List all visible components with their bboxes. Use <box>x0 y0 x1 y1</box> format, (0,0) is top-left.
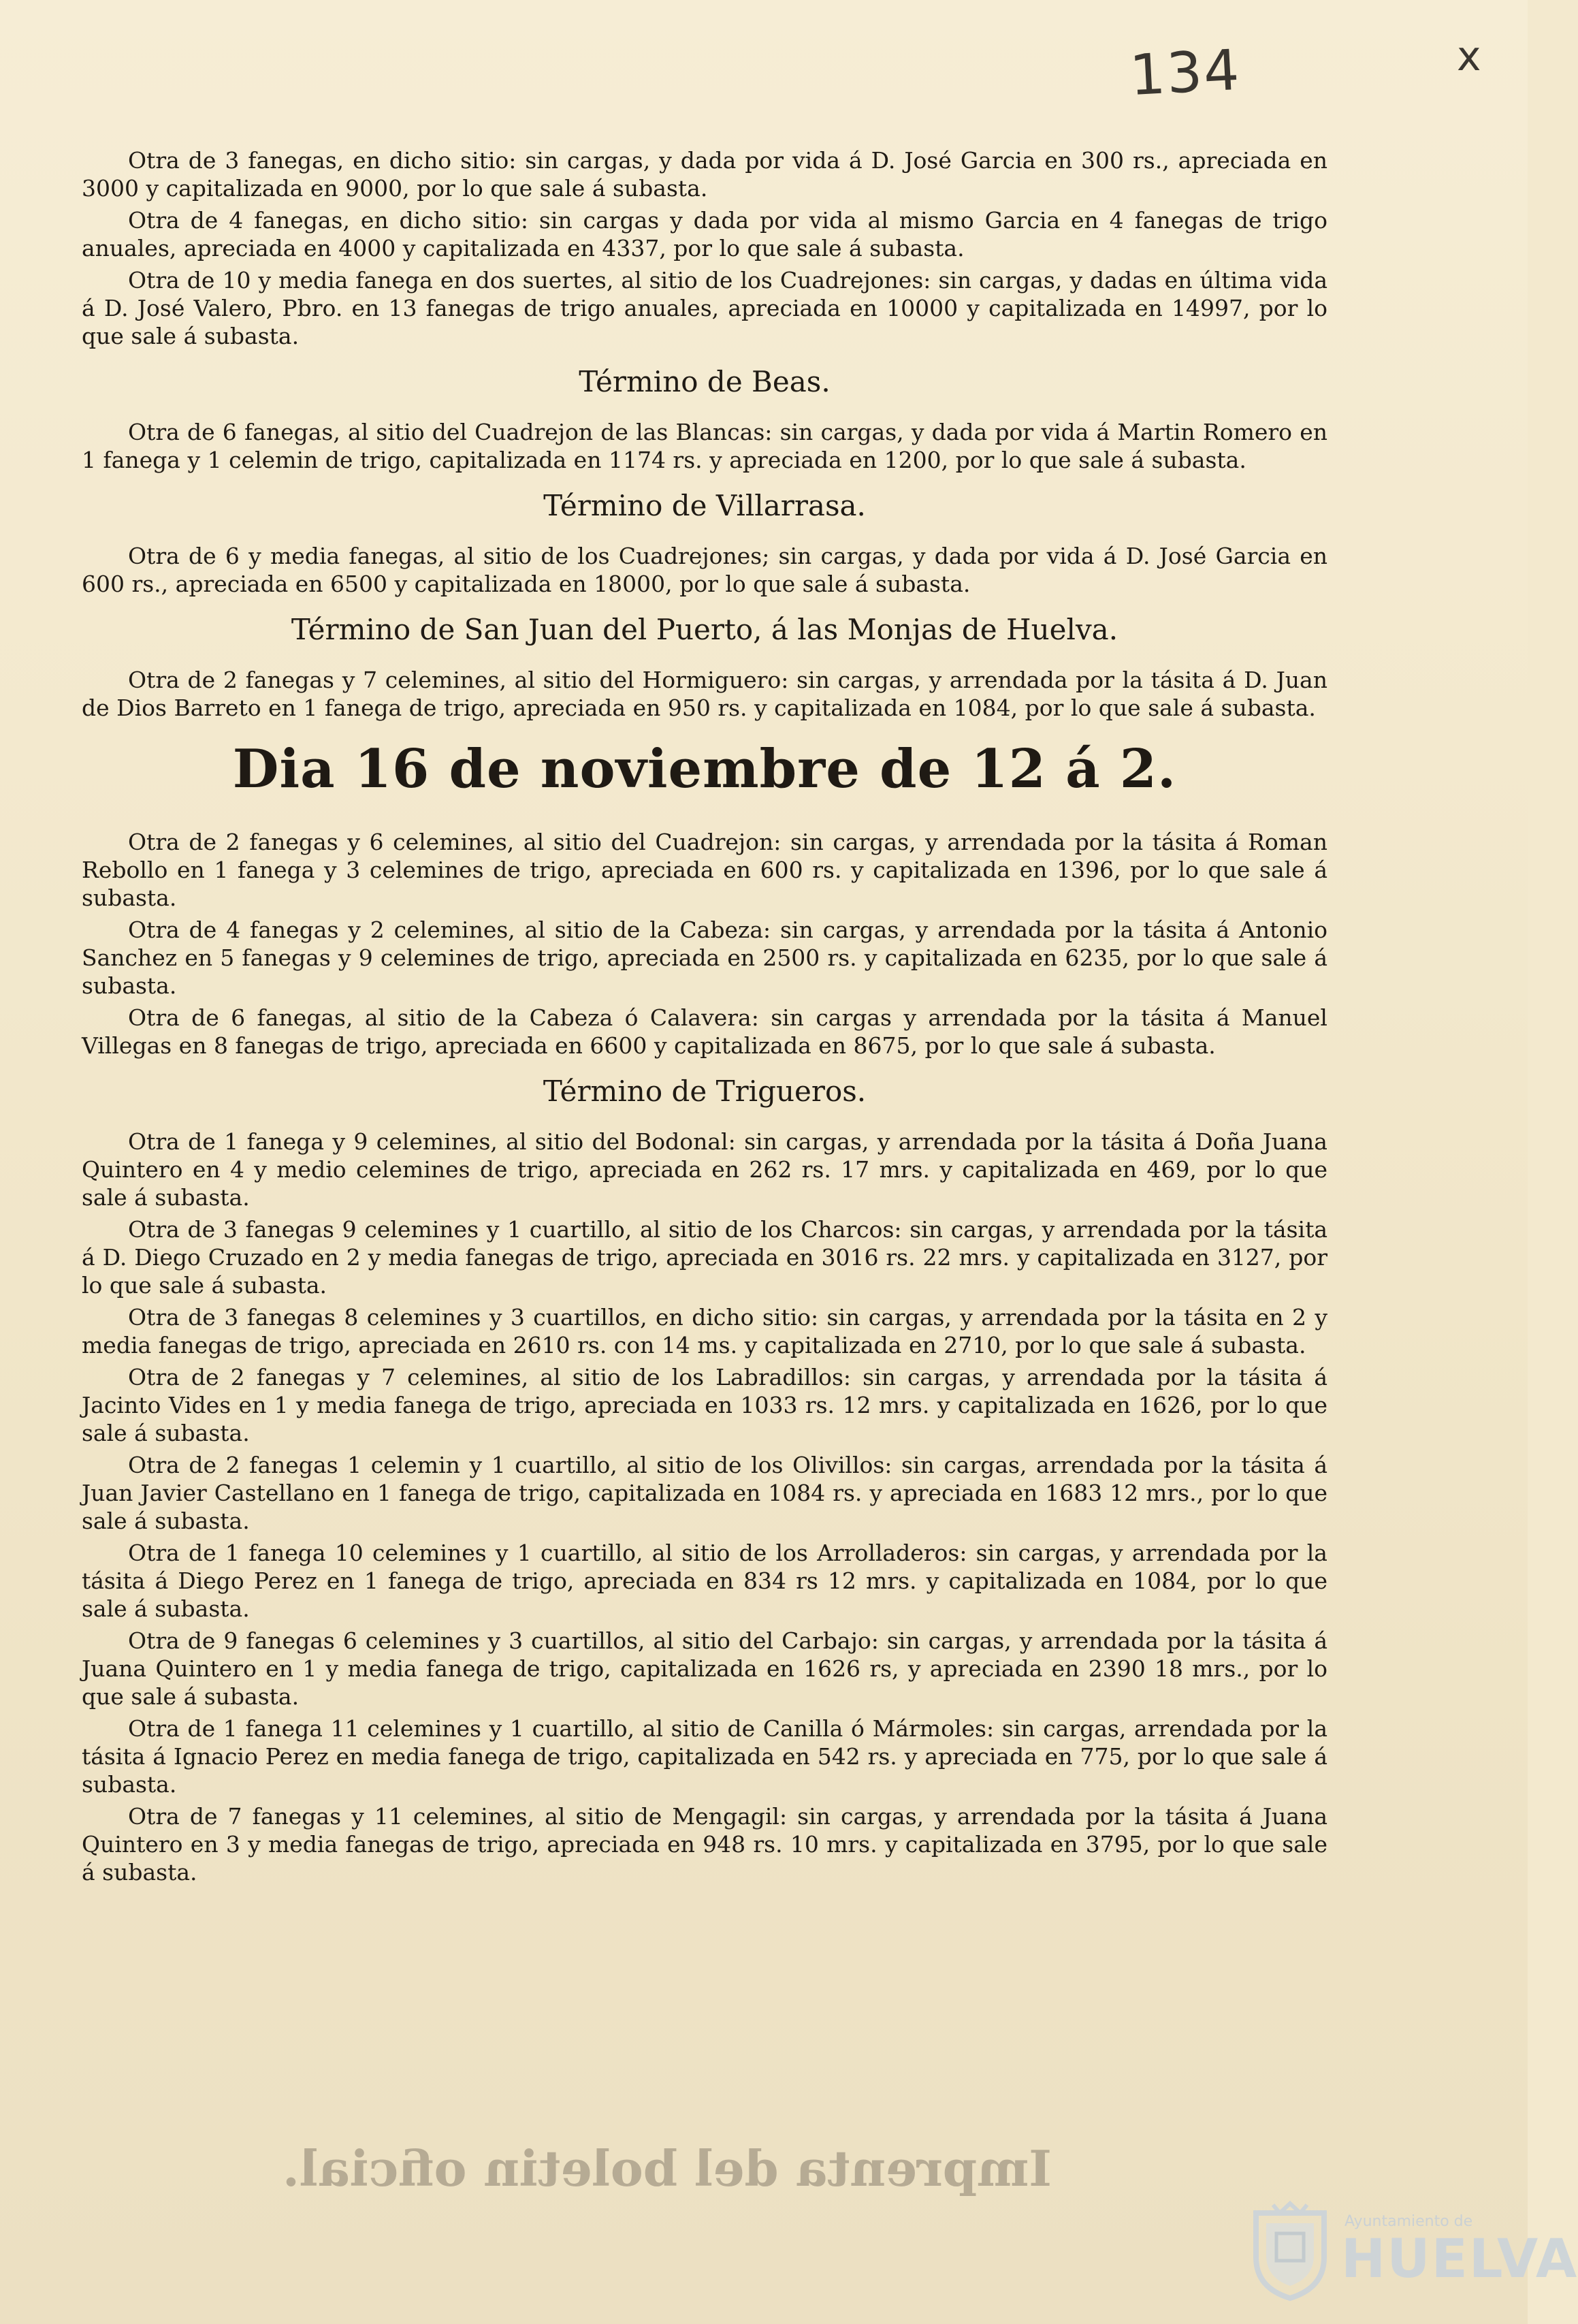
imprint-bleedthrough: Imprenta del boletin oficial. <box>282 2139 1052 2197</box>
paragraph-trigueros-2: Otra de 3 fanegas 9 celemines y 1 cuartillo, al sitio de los Charcos: sin cargas, y arrendada por la tásita á D. Diego Cruzado en 2 y media fanegas de trigo, apreciada en 3016 rs. 22 mrs. y capitalizada en 3127, por lo que sale á subasta. <box>82 1216 1327 1299</box>
paragraph-trigueros-8: Otra de 1 fanega 11 celemines y 1 cuartillo, al sitio de Canilla ó Mármoles: sin cargas, arrendada por la tásita á Ignacio Perez en media fanega de trigo, capitalizada en 542 rs. y apreciada en 775, por lo que sale á subasta. <box>82 1715 1327 1798</box>
paragraph-1: Otra de 3 fanegas, en dicho sitio: sin cargas, y dada por vida á D. José Garcia en 300 rs., apreciada en 3000 y capitalizada en 9000, por lo que sale á subasta. <box>82 147 1327 202</box>
paragraph-beas: Otra de 6 fanegas, al sitio del Cuadrejon de las Blancas: sin cargas, y dada por vida á Martin Romero en 1 fanega y 1 celemin de trigo, capitalizada en 1174 rs. y apreciada en 1200, por lo que sale á subasta. <box>82 419 1327 473</box>
corner-mark: x <box>1457 33 1481 80</box>
section-heading-beas: Término de Beas. <box>579 365 831 398</box>
paragraph-trigueros-3: Otra de 3 fanegas 8 celemines y 3 cuartillos, en dicho sitio: sin cargas, y arrendada por la tásita en 2 y media fanegas de trigo, apreciada en 2610 rs. con 14 ms. y capitalizada en 2710, por lo que sale á subasta. <box>82 1304 1327 1358</box>
paragraph-3: Otra de 10 y media fanega en dos suertes, al sitio de los Cuadrejones: sin cargas, y dadas en última vida á D. José Valero, Pbro. en 13 fanegas de trigo anuales, apreciada en 10000 y capitalizada en 14997, por lo que sale á subasta. <box>82 267 1327 349</box>
paragraph-trigueros-1: Otra de 1 fanega y 9 celemines, al sitio del Bodonal: sin cargas, y arrendada por la tásita á Doña Juana Quintero en 4 y medio celemines de trigo, apreciada en 262 rs. 17 mrs. y capitalizada en 469, por lo que sale á subasta. <box>82 1128 1327 1211</box>
paragraph-san-juan: Otra de 2 fanegas y 7 celemines, al sitio del Hormiguero: sin cargas, y arrendada por la tásita á D. Juan de Dios Barreto en 1 fanega de trigo, apreciada en 950 rs. y capitalizada en 1084, por lo que sale á subasta. <box>82 667 1327 721</box>
watermark-city: HUELVA <box>1341 2229 1578 2290</box>
paragraph-day-2: Otra de 4 fanegas y 2 celemines, al sitio de la Cabeza: sin cargas, y arrendada por la tásita á Antonio Sanchez en 5 fanegas y 9 celemines de trigo, apreciada en 2500 rs. y capitalizada en 6235, por lo que sale á subasta. <box>82 917 1327 999</box>
paragraph-villarrasa: Otra de 6 y media fanegas, al sitio de los Cuadrejones; sin cargas, y dada por vida á D. José Garcia en 600 rs., apreciada en 6500 y capitalizada en 18000, por lo que sale á subasta. <box>82 543 1327 597</box>
watermark-org: Ayuntamiento de <box>1344 2213 1473 2230</box>
paragraph-trigueros-6: Otra de 1 fanega 10 celemines y 1 cuartillo, al sitio de los Arrolladeros: sin cargas, y arrendada por la tásita á Diego Perez en 1 fanega de trigo, apreciada en 834 rs 12 mrs. y capitalizada en 1084, por lo que sale á subasta. <box>82 1540 1327 1622</box>
paragraph-trigueros-9: Otra de 7 fanegas y 11 celemines, al sitio de Mengagil: sin cargas, y arrendada por la tásita á Juana Quintero en 3 y media fanegas de trigo, apreciada en 948 rs. 10 mrs. y capitalizada en 3795, por lo que sale á subasta. <box>82 1803 1327 1885</box>
paragraph-trigueros-4: Otra de 2 fanegas y 7 celemines, al sitio de los Labradillos: sin cargas, y arrendada por la tásita á Jacinto Vides en 1 y media fanega de trigo, apreciada en 1033 rs. 12 mrs. y capitalizada en 1626, por lo que sale á subasta. <box>82 1364 1327 1446</box>
paragraph-2: Otra de 4 fanegas, en dicho sitio: sin cargas y dada por vida al mismo Garcia en 4 fanegas de trigo anuales, apreciada en 4000 y capitalizada en 4337, por lo que sale á subasta. <box>82 207 1327 261</box>
coat-of-arms-icon <box>1246 2199 1334 2302</box>
day-header: Dia 16 de noviembre de 12 á 2. <box>232 738 1177 800</box>
paragraph-day-1: Otra de 2 fanegas y 6 celemines, al sitio del Cuadrejon: sin cargas, y arrendada por la tásita á Roman Rebollo en 1 fanega y 3 celemines de trigo, apreciada en 600 rs. y capitalizada en 1396, por lo que sale á subasta. <box>82 829 1327 911</box>
paragraph-trigueros-7: Otra de 9 fanegas 6 celemines y 3 cuartillos, al sitio del Carbajo: sin cargas, y arrendada por la tásita á Juana Quintero en 1 y media fanega de trigo, capitalizada en 1626 rs, y apreciada en 2390 18 mrs., por lo que sale á subasta. <box>82 1627 1327 1710</box>
section-heading-villarrasa: Término de Villarrasa. <box>543 489 866 522</box>
paragraph-day-3: Otra de 6 fanegas, al sitio de la Cabeza ó Calavera: sin cargas y arrendada por la tásita á Manuel Villegas en 8 fanegas de trigo, apreciada en 6600 y capitalizada en 8675, por lo que sale á subasta. <box>82 1004 1327 1059</box>
city-watermark <box>1246 2199 1578 2302</box>
section-heading-san-juan: Término de San Juan del Puerto, á las Monjas de Huelva. <box>291 613 1118 646</box>
folio-number: 134 <box>1128 37 1242 109</box>
paragraph-trigueros-5: Otra de 2 fanegas 1 celemin y 1 cuartillo, al sitio de los Olivillos: sin cargas, arrendada por la tásita á Juan Javier Castellano en 1 fanega de trigo, capitalizada en 1084 rs. y apreciada en 1683 12 mrs., por lo que sale á subasta. <box>82 1452 1327 1534</box>
document-body <box>82 146 1327 1890</box>
section-heading-trigueros: Término de Trigueros. <box>543 1075 867 1108</box>
